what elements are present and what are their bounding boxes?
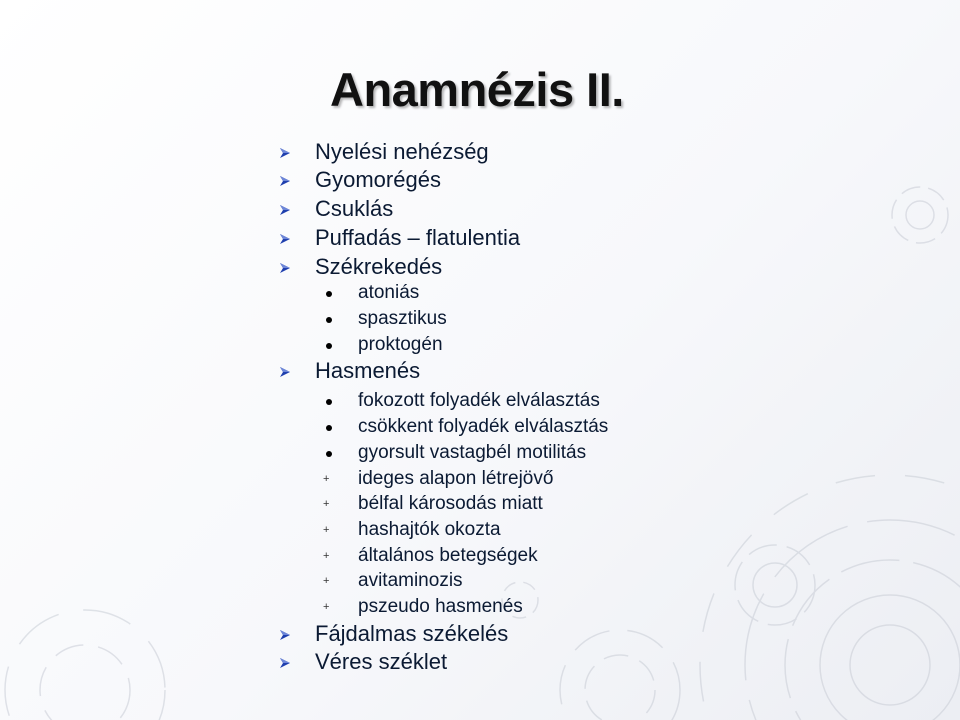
dot-bullet-icon bbox=[326, 343, 332, 349]
list-item-text: Hasmenés bbox=[315, 358, 421, 383]
list-item-text: fokozott folyadék elválasztás bbox=[358, 390, 600, 411]
arrow-bullet-icon bbox=[279, 233, 291, 245]
list-item-text: Véres széklet bbox=[315, 649, 448, 674]
list-item-text: általános betegségek bbox=[358, 545, 538, 566]
list-item-text: bélfal károsodás miatt bbox=[358, 493, 543, 514]
plus-bullet-icon: + bbox=[323, 575, 330, 587]
dot-bullet-icon bbox=[326, 399, 332, 405]
slide-title: Anamnézis II. bbox=[330, 63, 624, 116]
plus-bullet-icon: + bbox=[323, 473, 330, 485]
list-item-text: Csuklás bbox=[315, 196, 394, 221]
arrow-bullet-icon bbox=[279, 366, 291, 378]
list-item-text: Gyomorégés bbox=[315, 167, 441, 192]
plus-bullet-icon: + bbox=[323, 498, 330, 510]
list-item-text: spasztikus bbox=[358, 308, 447, 329]
plus-bullet-icon: + bbox=[323, 524, 330, 536]
dot-bullet-icon bbox=[326, 317, 332, 323]
list-item-text: Fájdalmas székelés bbox=[315, 621, 509, 646]
list-item-text: Székrekedés bbox=[315, 254, 443, 279]
list-item-text: hashajtók okozta bbox=[358, 519, 501, 540]
list-item-text: ideges alapon létrejövő bbox=[358, 468, 554, 489]
list-item-text: gyorsult vastagbél motilitás bbox=[358, 442, 587, 463]
list-item-text: proktogén bbox=[358, 334, 443, 355]
dot-bullet-icon bbox=[326, 451, 332, 457]
list-item-text: Nyelési nehézség bbox=[315, 139, 489, 164]
arrow-bullet-icon bbox=[279, 175, 291, 187]
arrow-bullet-icon bbox=[279, 147, 291, 159]
arrow-bullet-icon bbox=[279, 629, 291, 641]
arrow-bullet-icon bbox=[279, 262, 291, 274]
plus-bullet-icon: + bbox=[323, 601, 330, 613]
dot-bullet-icon bbox=[326, 291, 332, 297]
arrow-bullet-icon bbox=[279, 204, 291, 216]
list-item-text: pszeudo hasmenés bbox=[358, 596, 523, 617]
list-item-text: Puffadás – flatulentia bbox=[315, 225, 521, 250]
plus-bullet-icon: + bbox=[323, 550, 330, 562]
list-item-text: atoniás bbox=[358, 282, 420, 303]
list-item-text: avitaminozis bbox=[358, 570, 463, 591]
list-item-text: csökkent folyadék elválasztás bbox=[358, 416, 609, 437]
arrow-bullet-icon bbox=[279, 657, 291, 669]
dot-bullet-icon bbox=[326, 425, 332, 431]
